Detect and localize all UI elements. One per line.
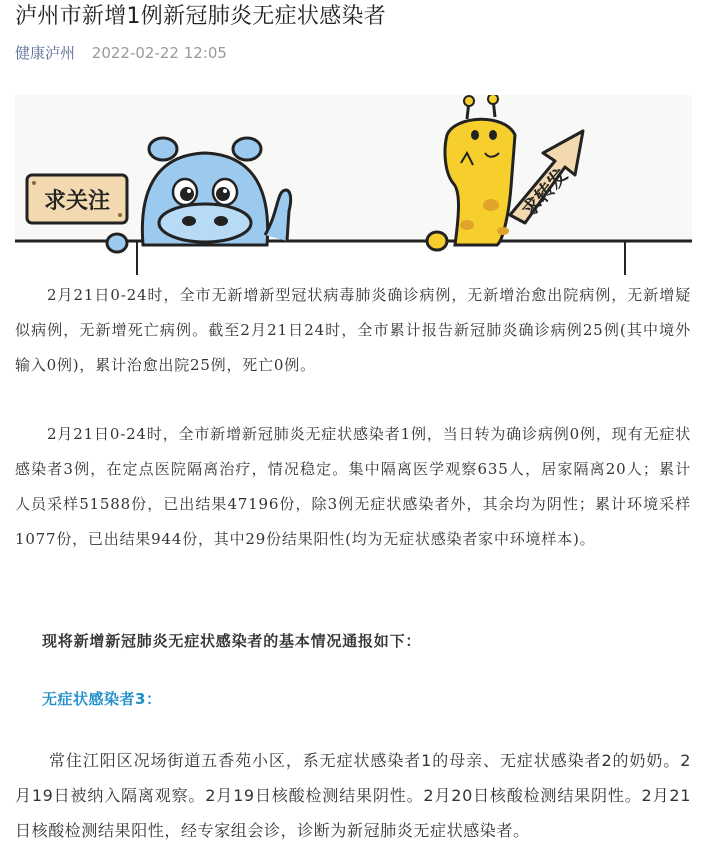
banner-illustration <box>15 95 692 275</box>
article-title: 泸州市新增1例新冠肺炎无症状感染者 <box>15 4 387 29</box>
case-intro-line: 现将新增新冠肺炎无症状感染者的基本情况通报如下： <box>42 632 422 650</box>
publish-date: 2022-02-22 12:05 <box>91 44 227 62</box>
share-sign-text: 求转发 <box>517 164 573 222</box>
paragraph-asymptomatic-stats: 2月21日0-24时，全市新增新冠肺炎无症状感染者1例，当日转为确诊病例0例，现有无症状感染者3例，在定点医院隔离治疗，情况稳定。集中隔离医学观察635人，居家隔离20人；累计人员采样51588份，已出结果47196份，除3例无症状感染者外，其余均为阴性；累计环境采样1077份，已出结果944份，其中29份结果阳性(均为无症状感染者家中环境样本)。 <box>15 425 691 548</box>
author-link[interactable]: 健康泸州 <box>15 44 76 62</box>
paragraph-case-details: 常住江阳区况场街道五香苑小区，系无症状感染者1的母亲、无症状感染者2的奶奶。2月19日被纳入隔离观察。2月19日核酸检测结果阴性。2月20日核酸检测结果阴性。2月21日核酸检测结果阳性，经专家组会诊，诊断为新冠肺炎无症状感染者。 <box>15 751 691 840</box>
article-meta <box>15 42 227 64</box>
case-heading: 无症状感染者3： <box>42 690 162 708</box>
paragraph-confirmed-cases: 2月21日0-24时，全市无新增新型冠状病毒肺炎确诊病例，无新增治愈出院病例，无新增疑似病例，无新增死亡病例。截至2月21日24时，全市累计报告新冠肺炎确诊病例25例(其中境外输入0例)，累计治愈出院25例，死亡0例。 <box>15 286 691 374</box>
follow-sign-text: 求关注 <box>43 189 111 214</box>
follow-sign <box>27 175 127 223</box>
